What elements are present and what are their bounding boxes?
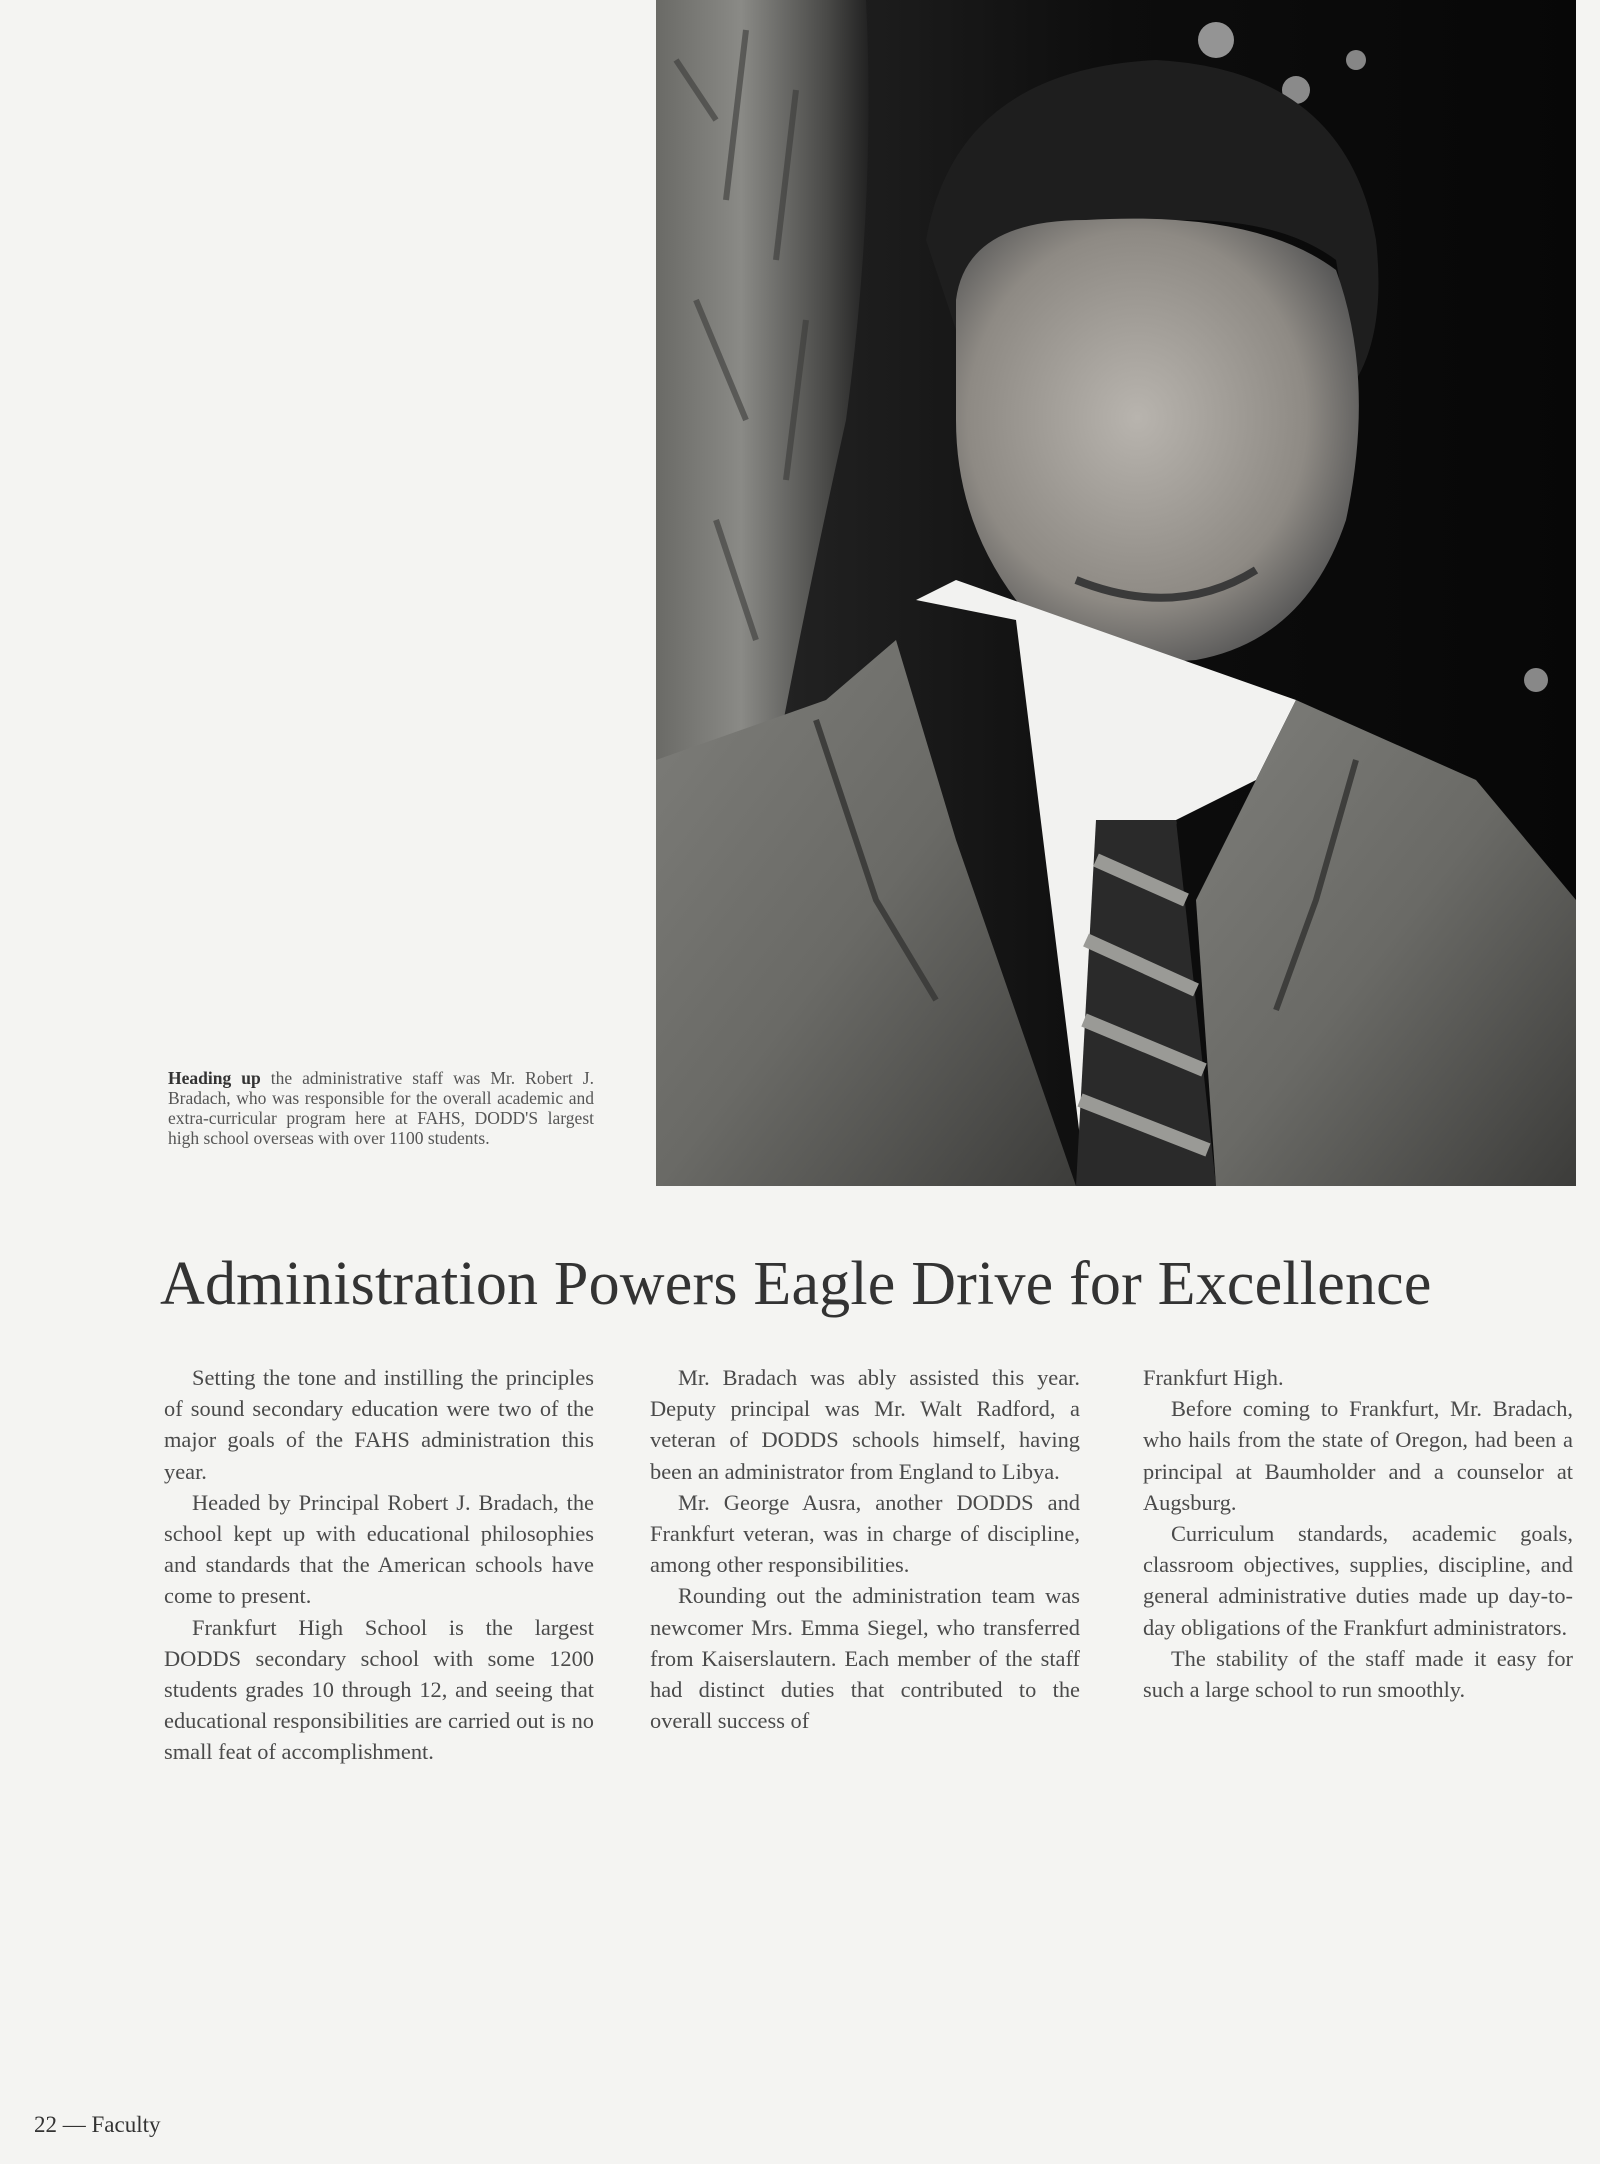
- paragraph: Curriculum standards, academic goals, classroom objectives, supplies, discipline, and general administrative duties made up day-to-day obligations of the Frankfurt administrators.: [1143, 1521, 1573, 1640]
- paragraph: Rounding out the administration team was newcomer Mrs. Emma Siegel, who transferred from Kaiserslautern. Each member of the staff had distinct duties that contributed to the overall success of: [650, 1583, 1080, 1734]
- page-folio: 22 — Faculty: [34, 2112, 161, 2137]
- article-column-3: [1143, 1362, 1573, 1705]
- paragraph: Frankfurt High School is the largest DODDS secondary school with some 1200 students grades 10 through 12, and seeing that educational responsibilities are carried out is no small feat of accomplishment.: [164, 1614, 594, 1765]
- caption-lead: Heading up: [168, 1068, 261, 1088]
- paragraph: Mr. Bradach was ably assisted this year. Deputy principal was Mr. Walt Radford, a veteran of DODDS schools himself, having been an administrator from England to Libya.: [650, 1365, 1080, 1484]
- page-headline: Administration Powers Eagle Drive for Excellence: [160, 1250, 1432, 1318]
- paragraph: Before coming to Frankfurt, Mr. Bradach, who hails from the state of Oregon, had been a principal at Baumholder and a counselor at Augsburg.: [1143, 1396, 1573, 1515]
- portrait-illustration: [656, 0, 1576, 1186]
- photo-caption: [168, 1068, 594, 1148]
- article-column-1: [164, 1362, 594, 1768]
- article-column-2: [650, 1362, 1080, 1736]
- caption-text: the administrative staff was Mr. Robert J. Bradach, who was responsible for the overall academic and extra-curricular program here at FAHS, DODD'S largest high school overseas with over 1100 students.: [168, 1068, 594, 1148]
- paragraph: The stability of the staff made it easy for such a large school to run smoothly.: [1143, 1645, 1573, 1703]
- portrait-photo: [656, 0, 1576, 1186]
- paragraph: Headed by Principal Robert J. Bradach, the school kept up with educational philosophies and standards that the American schools have come to present.: [164, 1489, 594, 1609]
- paragraph: Mr. George Ausra, another DODDS and Frankfurt veteran, was in charge of discipline, among other responsibilities.: [650, 1489, 1080, 1578]
- paragraph-continuation: Frankfurt High.: [1143, 1365, 1284, 1390]
- paragraph: Setting the tone and instilling the principles of sound secondary education were two of the major goals of the FAHS administration this year.: [164, 1365, 594, 1484]
